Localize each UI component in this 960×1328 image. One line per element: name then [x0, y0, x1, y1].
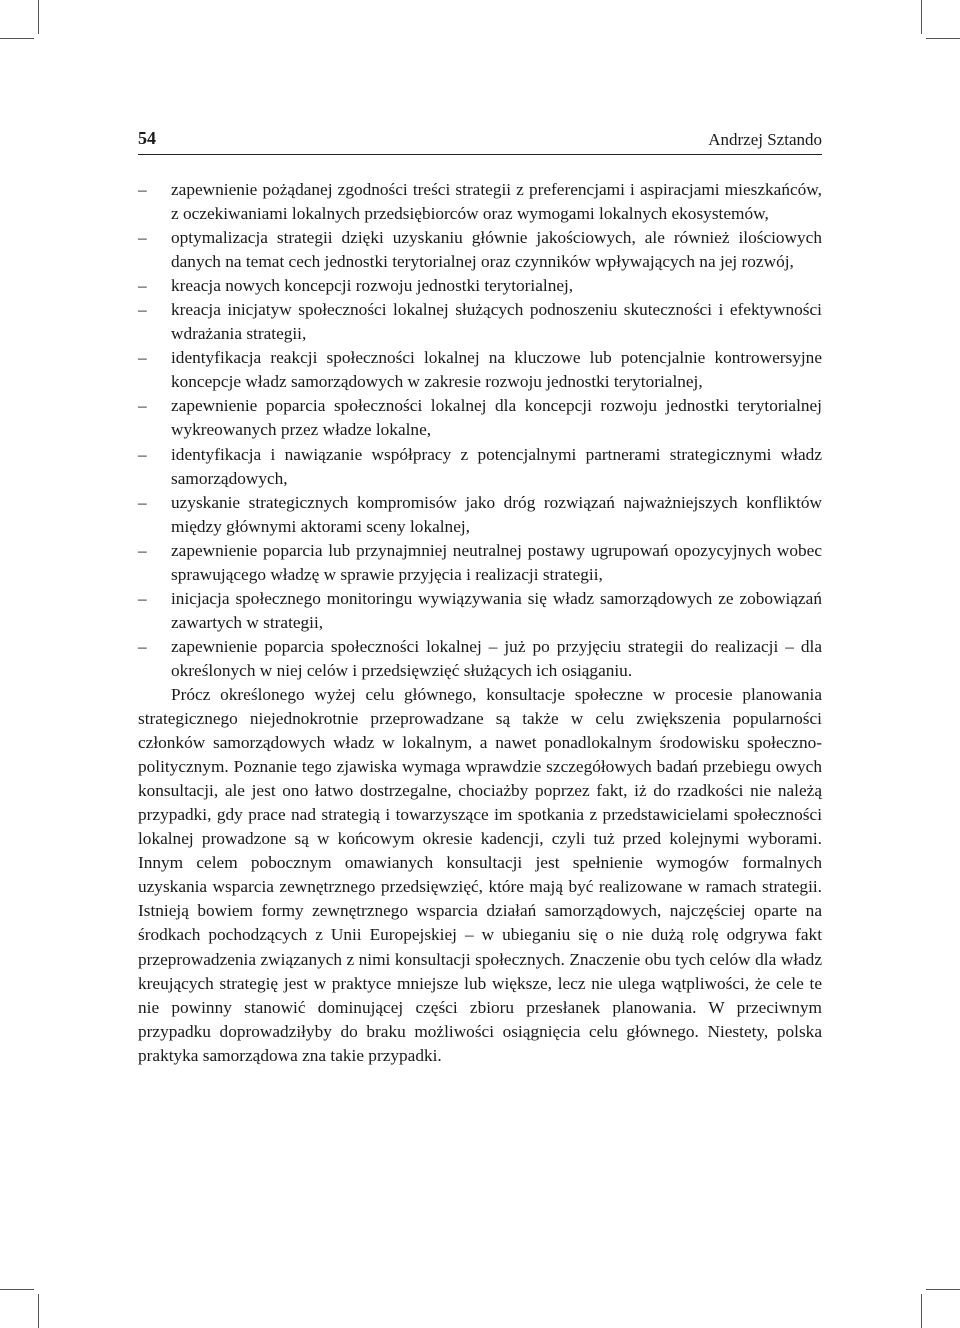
bullet-list: [138, 178, 822, 683]
running-head-author: Andrzej Sztando: [708, 130, 822, 149]
page-body: [138, 178, 822, 1068]
list-bullet: –: [138, 588, 147, 608]
list-bullet: –: [138, 228, 147, 248]
list-item: [138, 491, 822, 539]
crop-mark: [38, 1294, 39, 1328]
list-item-text: inicjacja społecznego monitoringu wywiązywania się władz samorządowych ze zobowiązań zawartych w strategii,: [171, 588, 822, 632]
list-item: [138, 539, 822, 587]
list-bullet: –: [138, 348, 147, 368]
list-bullet: –: [138, 276, 147, 296]
list-bullet: –: [138, 540, 147, 560]
crop-mark: [0, 38, 34, 39]
list-item: [138, 298, 822, 346]
list-item-text: kreacja inicjatyw społeczności lokalnej służących podnoszeniu skuteczności i efektywności wdrażania strategii,: [171, 300, 822, 344]
list-bullet: –: [138, 300, 147, 320]
crop-mark: [926, 1289, 960, 1290]
crop-mark: [921, 1294, 922, 1328]
list-item: [138, 394, 822, 442]
crop-mark: [926, 38, 960, 39]
list-item: [138, 635, 822, 683]
list-bullet: –: [138, 396, 147, 416]
list-bullet: –: [138, 492, 147, 512]
list-item: [138, 226, 822, 274]
list-item-text: uzyskanie strategicznych kompromisów jako dróg rozwiązań najważniejszych konfliktów między głównymi aktorami sceny lokalnej,: [171, 492, 822, 536]
header-rule: [138, 154, 822, 155]
list-item: [138, 274, 822, 298]
list-item-text: zapewnienie pożądanej zgodności treści strategii z preferencjami i aspiracjami mieszkańców, z oczekiwaniami lokalnych przedsiębiorców oraz wymogami lokalnych ekosystemów,: [171, 180, 822, 224]
list-item-text: kreacja nowych koncepcji rozwoju jednostki terytorialnej,: [171, 276, 574, 296]
body-paragraph: Prócz określonego wyżej celu głównego, konsultacje społeczne w procesie planowania strategicznego niejednokrotnie przeprowadzane są także w celu zwiększenia popularności członków samorządowych władz w lokalnym, a nawet ponadlokalnym środowisku społeczno-politycznym. Poznanie tego zjawiska wymaga wprawdzie szczegółowych badań przebiegu owych konsultacji, ale jest ono łatwo dostrzegalne, chociażby poprzez fakt, iż do rzadkości nie należą przypadki, gdy prace nad strategią i towarzyszące im spotkania z przedstawicielami społeczności lokalnej prowadzone są w końcowym okresie kadencji, czyli tuż przed kolejnymi wyborami. Innym celem pobocznym omawianych konsultacji jest spełnienie wymogów formalnych uzyskania wsparcia zewnętrznego przedsięwzięć, które mają być realizowane w ramach strategii. Istnieją bowiem formy zewnętrznego wsparcia działań samorządowych, najczęściej oparte na środkach pochodzących z Unii Europejskiej – w ubieganiu się o nie dużą rolę odgrywa fakt przeprowadzenia związanych z nimi konsultacji społecznych. Znaczenie obu tych celów dla władz kreujących strategię jest w praktyce mniejsze lub większe, lecz nie ulega wątpliwości, że cele te nie powinny stanowić dominującej części zbioru przesłanek planowania. W przeciwnym przypadku doprowadziłyby do braku możliwości osiągnięcia celu głównego. Niestety, polska praktyka samorządowa zna takie przypadki.: [138, 684, 822, 1065]
crop-mark: [921, 0, 922, 34]
list-bullet: –: [138, 180, 147, 199]
list-item-text: zapewnienie poparcia lub przynajmniej neutralnej postawy ugrupowań opozycyjnych wobec sprawującego władzę w sprawie przyjęcia i realizacji strategii,: [171, 540, 822, 584]
list-item-text: zapewnienie poparcia społeczności lokalnej dla koncepcji rozwoju jednostki terytorialnej wykreowanych przez władze lokalne,: [171, 396, 822, 440]
list-item: [138, 587, 822, 635]
list-item-text: optymalizacja strategii dzięki uzyskaniu głównie jakościowych, ale również ilościowych danych na temat cech jednostki terytorialnej oraz czynników wpływających na jej rozwój,: [171, 228, 822, 272]
list-item-text: identyfikacja i nawiązanie współpracy z potencjalnymi partnerami strategicznymi władz samorządowych,: [171, 444, 822, 488]
list-item: [138, 346, 822, 394]
list-item: [138, 443, 822, 491]
page-number: 54: [138, 128, 156, 148]
list-item: [138, 178, 822, 226]
list-item-text: zapewnienie poparcia społeczności lokalnej – już po przyjęciu strategii do realizacji – dla określonych w niej celów i przedsięwzięć służących ich osiąganiu.: [171, 636, 822, 680]
crop-mark: [0, 1289, 34, 1290]
crop-mark: [38, 0, 39, 34]
list-bullet: –: [138, 444, 147, 464]
running-header: [138, 128, 822, 154]
list-bullet: –: [138, 636, 147, 656]
list-item-text: identyfikacja reakcji społeczności lokalnej na kluczowe lub potencjalnie kontrowersyjne koncepcje władz samorządowych w zakresie rozwoju jednostki terytorialnej,: [171, 348, 822, 392]
